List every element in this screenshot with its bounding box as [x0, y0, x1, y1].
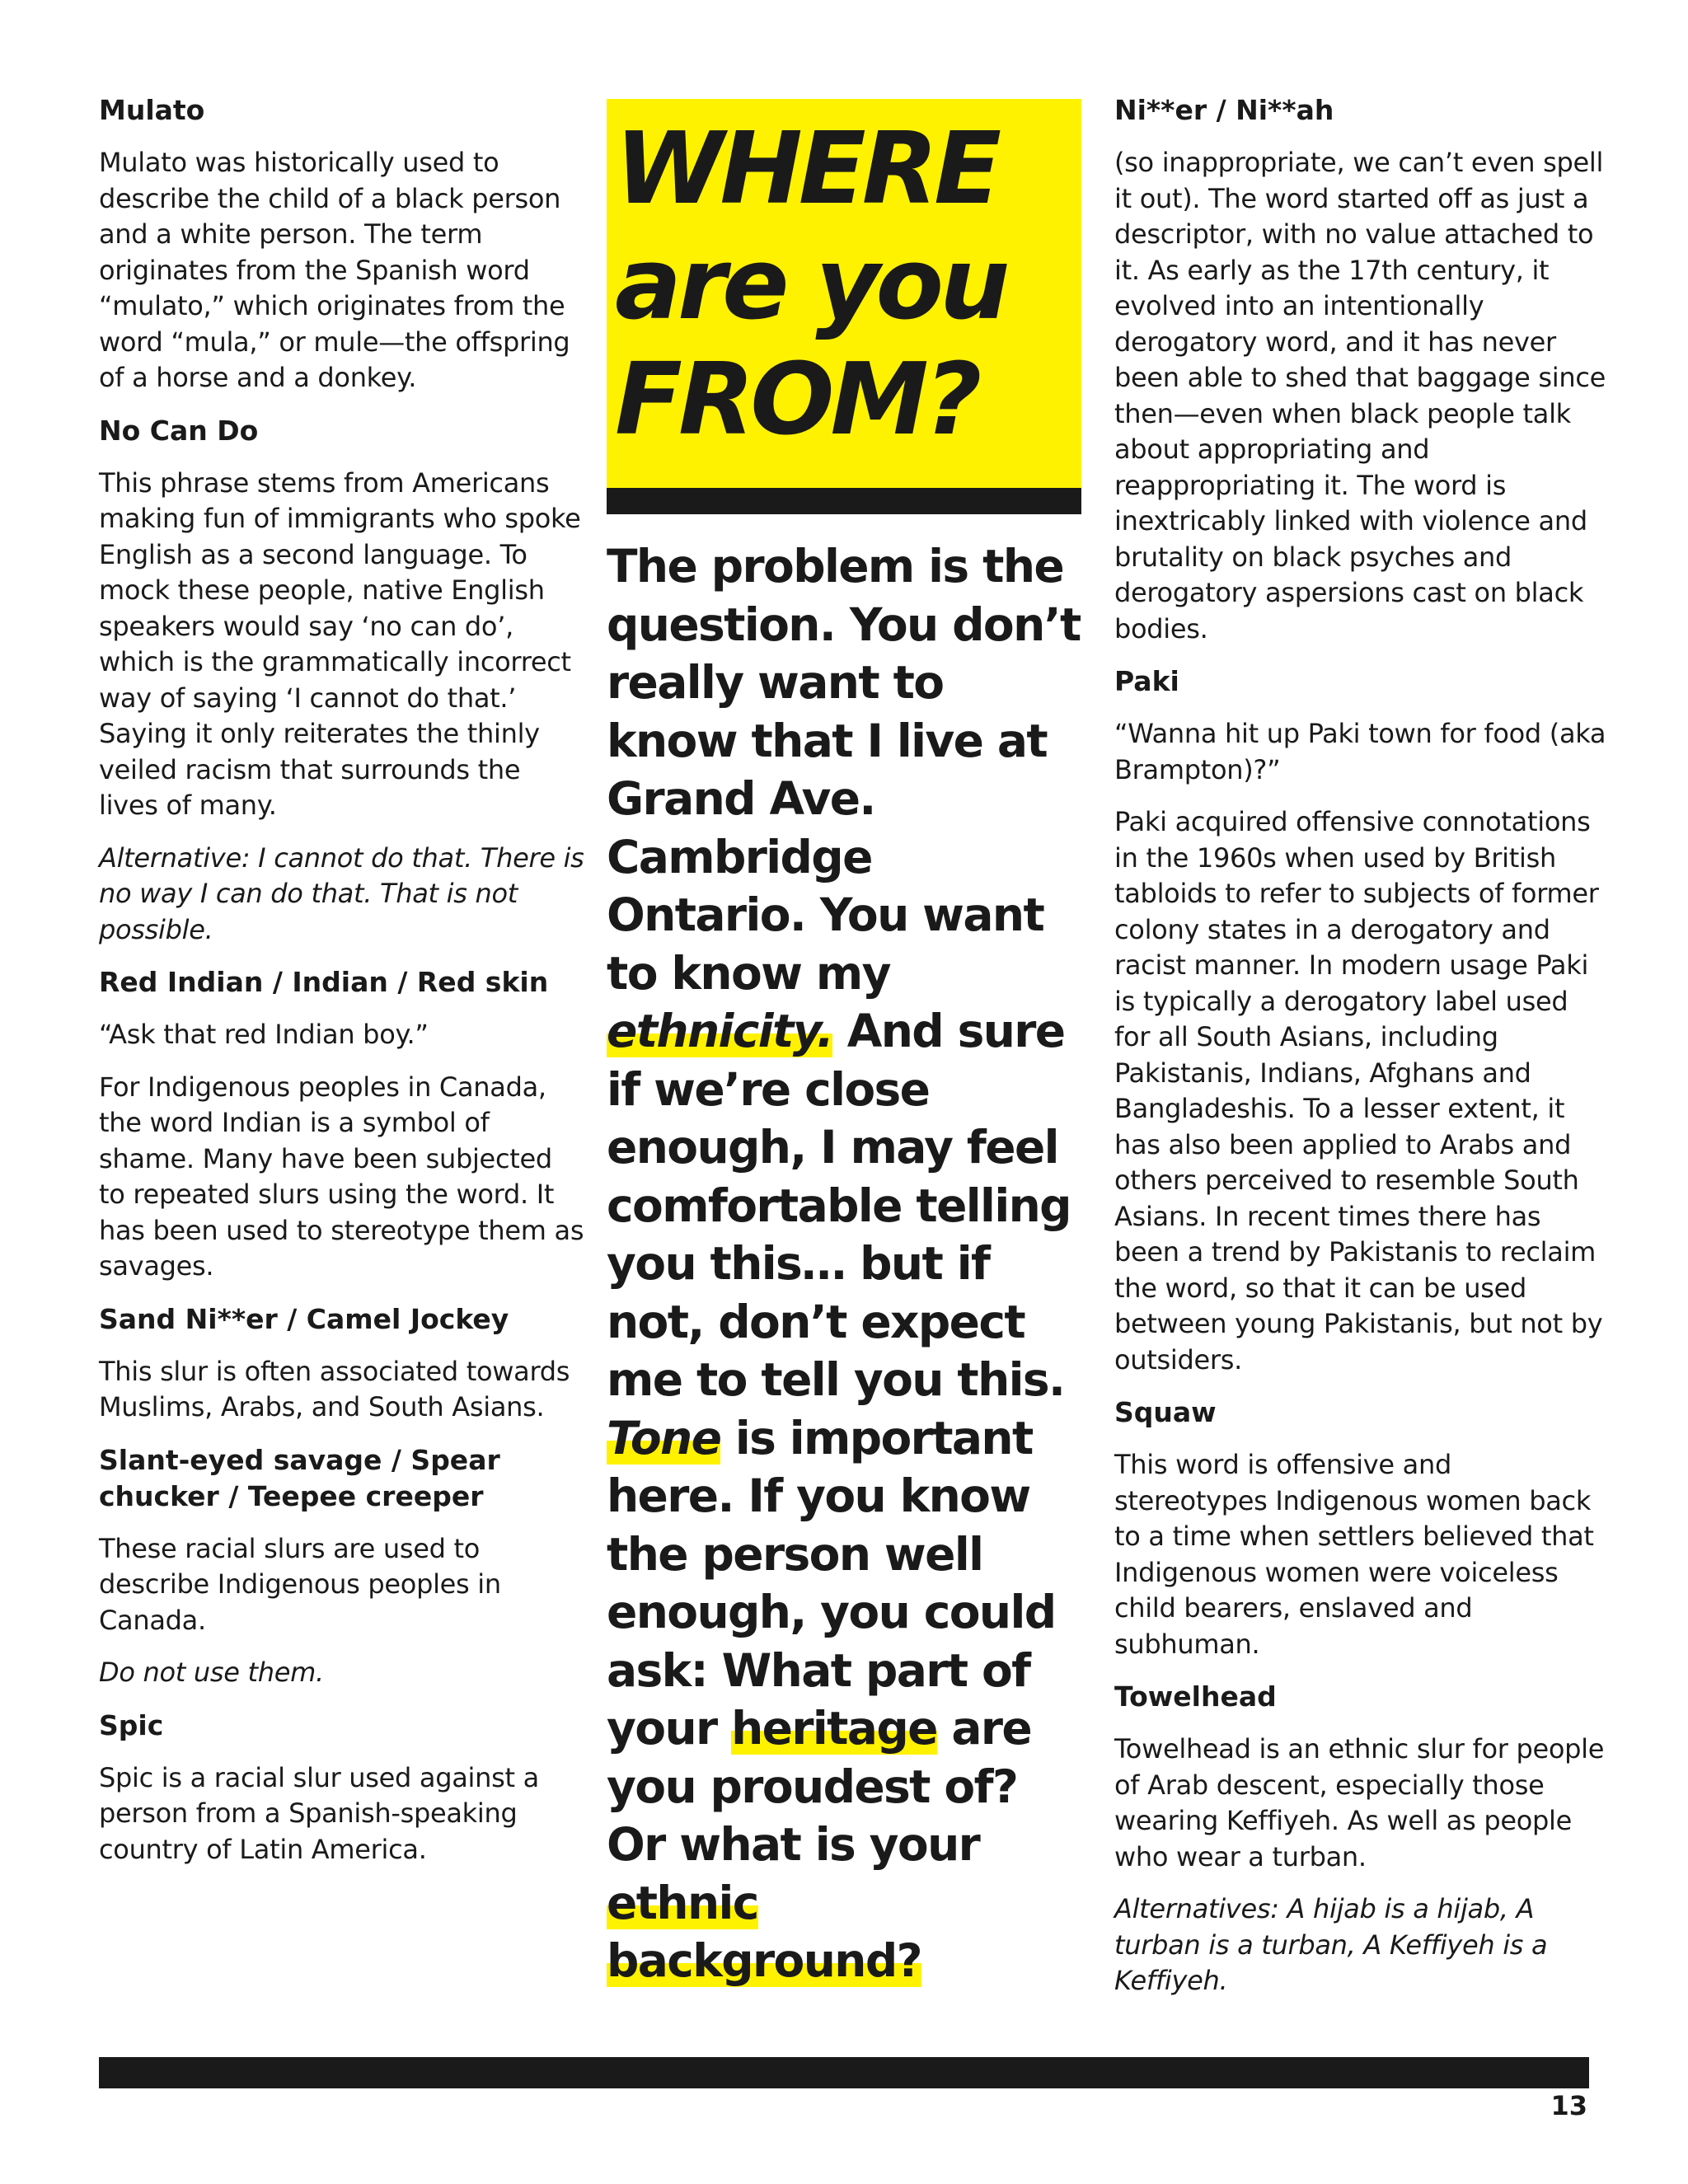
glossary-term: Ni**er / Ni**ah [1114, 94, 1334, 126]
headline-line-2: are you [615, 227, 1006, 342]
glossary-definition: This slur is often associated towards Muslims, Arabs, and South Asians. [99, 1355, 570, 1422]
glossary-term: Paki [1114, 665, 1179, 697]
glossary-term: Mulato [99, 94, 205, 126]
glossary-term: Sand Ni**er / Camel Jockey [99, 1302, 509, 1335]
glossary-term: Red Indian / Indian / Red skin [99, 966, 549, 998]
glossary-note: Alternatives: A hijab is a hijab, A turban is a turban, A Keffiyeh is a Keffiyeh. [1114, 1893, 1548, 1996]
glossary-definition: For Indigenous peoples in Canada, the word Indian is a symbol of shame. Many have been subjected to repeated slurs using the word. It has been used to stereotype them as savages. [99, 1071, 584, 1282]
glossary-term: Squaw [1114, 1396, 1217, 1428]
glossary-term: Towelhead [1114, 1680, 1277, 1713]
highlight-heritage: heritage [731, 1702, 937, 1755]
glossary-note: Do not use them. [99, 1657, 324, 1688]
headline-line-1: WHERE [615, 112, 998, 227]
glossary-definition: Mulato was historically used to describe the child of a black person and a white person. The term originates from the Spanish word “mulato,” which originates from the word “mula,” or mule—the offspring of a horse and a donkey. [99, 147, 570, 393]
glossary-definition: Spic is a racial slur used against a person from a Spanish-speaking country of Latin America. [99, 1761, 539, 1865]
glossary-definition: “Ask that red Indian boy.” [99, 1019, 429, 1050]
glossary-definition: Paki acquired offensive connotations in the 1960s when used by British tabloids to refer to subjects of former colony states in a derogatory and racist manner. In modern usage Paki is typically a derogatory label used for all South Asians, including Pakistanis, Indians, Afghans and Bangladeshis. To a lesser extent, it has also been applied to Arabs and others perceived to resemble South Asians. In recent times there has been a trend by Pakistanis to reclaim the word, so that it can be used between young Pakistanis, but not by outsiders. [1114, 806, 1603, 1376]
glossary-term: No Can Do [99, 414, 259, 447]
footer-bar [99, 2057, 1589, 2088]
glossary-definition: Towelhead is an ethnic slur for people of Arab descent, especially those wearing Keffiyeh. As well as people who wear a turban. [1114, 1733, 1605, 1872]
glossary-definition: This word is offensive and stereotypes Indigenous women back to a time when settlers believed that Indigenous women were voiceless child bearers, enslaved and subhuman. [1114, 1449, 1594, 1660]
headline-box [607, 99, 1081, 488]
headline-underline-bar [607, 488, 1081, 514]
glossary-term: Spic [99, 1708, 164, 1741]
glossary-definition: (so inappropriate, we can’t even spell it out). The word started off as just a descriptor, with no value attached to it. As early as the 17th century, it evolved into an intentionally derogatory word, and it has never been able to shed that baggage since then—even when black people talk about appropriating and reappropriating it. The word is inextricably linked with violence and brutality on black psyches and derogatory aspersions cast on black bodies. [1114, 147, 1606, 644]
glossary-term: Slant-eyed savage / Spear chucker / Teepee creeper [99, 1443, 500, 1512]
pull-quote [607, 537, 1081, 1990]
center-column [607, 99, 1081, 1990]
glossary-definition: These racial slurs are used to describe Indigenous peoples in Canada. [99, 1532, 501, 1636]
right-glossary-column [1114, 92, 1609, 2016]
glossary-definition: “Wanna hit up Paki town for food (aka Brampton)?” [1114, 718, 1606, 785]
page-number: 13 [1550, 2090, 1587, 2121]
glossary-note: Alternative: I cannot do that. There is no way I can do that. That is not possible. [99, 841, 584, 945]
highlight-tone: Tone [607, 1411, 721, 1465]
left-glossary-column [99, 92, 585, 1884]
pull-quote-paragraph-1: The problem is the question. You don’t really want to know that I live at Grand Ave. Cambridge Ontario. You want to know my ethnicity. And sure if we’re close enough, I may feel comfortable telling you this… but if not, don’t expect me to tell you this. [607, 540, 1081, 1406]
headline-line-3: FROM? [615, 343, 978, 457]
highlight-ethnicity: ethnicity. [607, 1005, 833, 1057]
glossary-definition: This phrase stems from Americans making fun of immigrants who spoke English as a second language. To mock these people, native English speakers would say ‘no can do’, which is the grammatically incorrect way of saying ‘I cannot do that.’ Saying it only reiterates the thinly veiled racism that surrounds the lives of many. [99, 466, 581, 821]
highlight-ethnic-background: ethnic background? [607, 1876, 921, 1987]
pull-quote-paragraph-2: Tone is important here. If you know the person well enough, you could ask: What part of your heritage are you proudest of? Or what is your ethnic background? [607, 1411, 1056, 1987]
